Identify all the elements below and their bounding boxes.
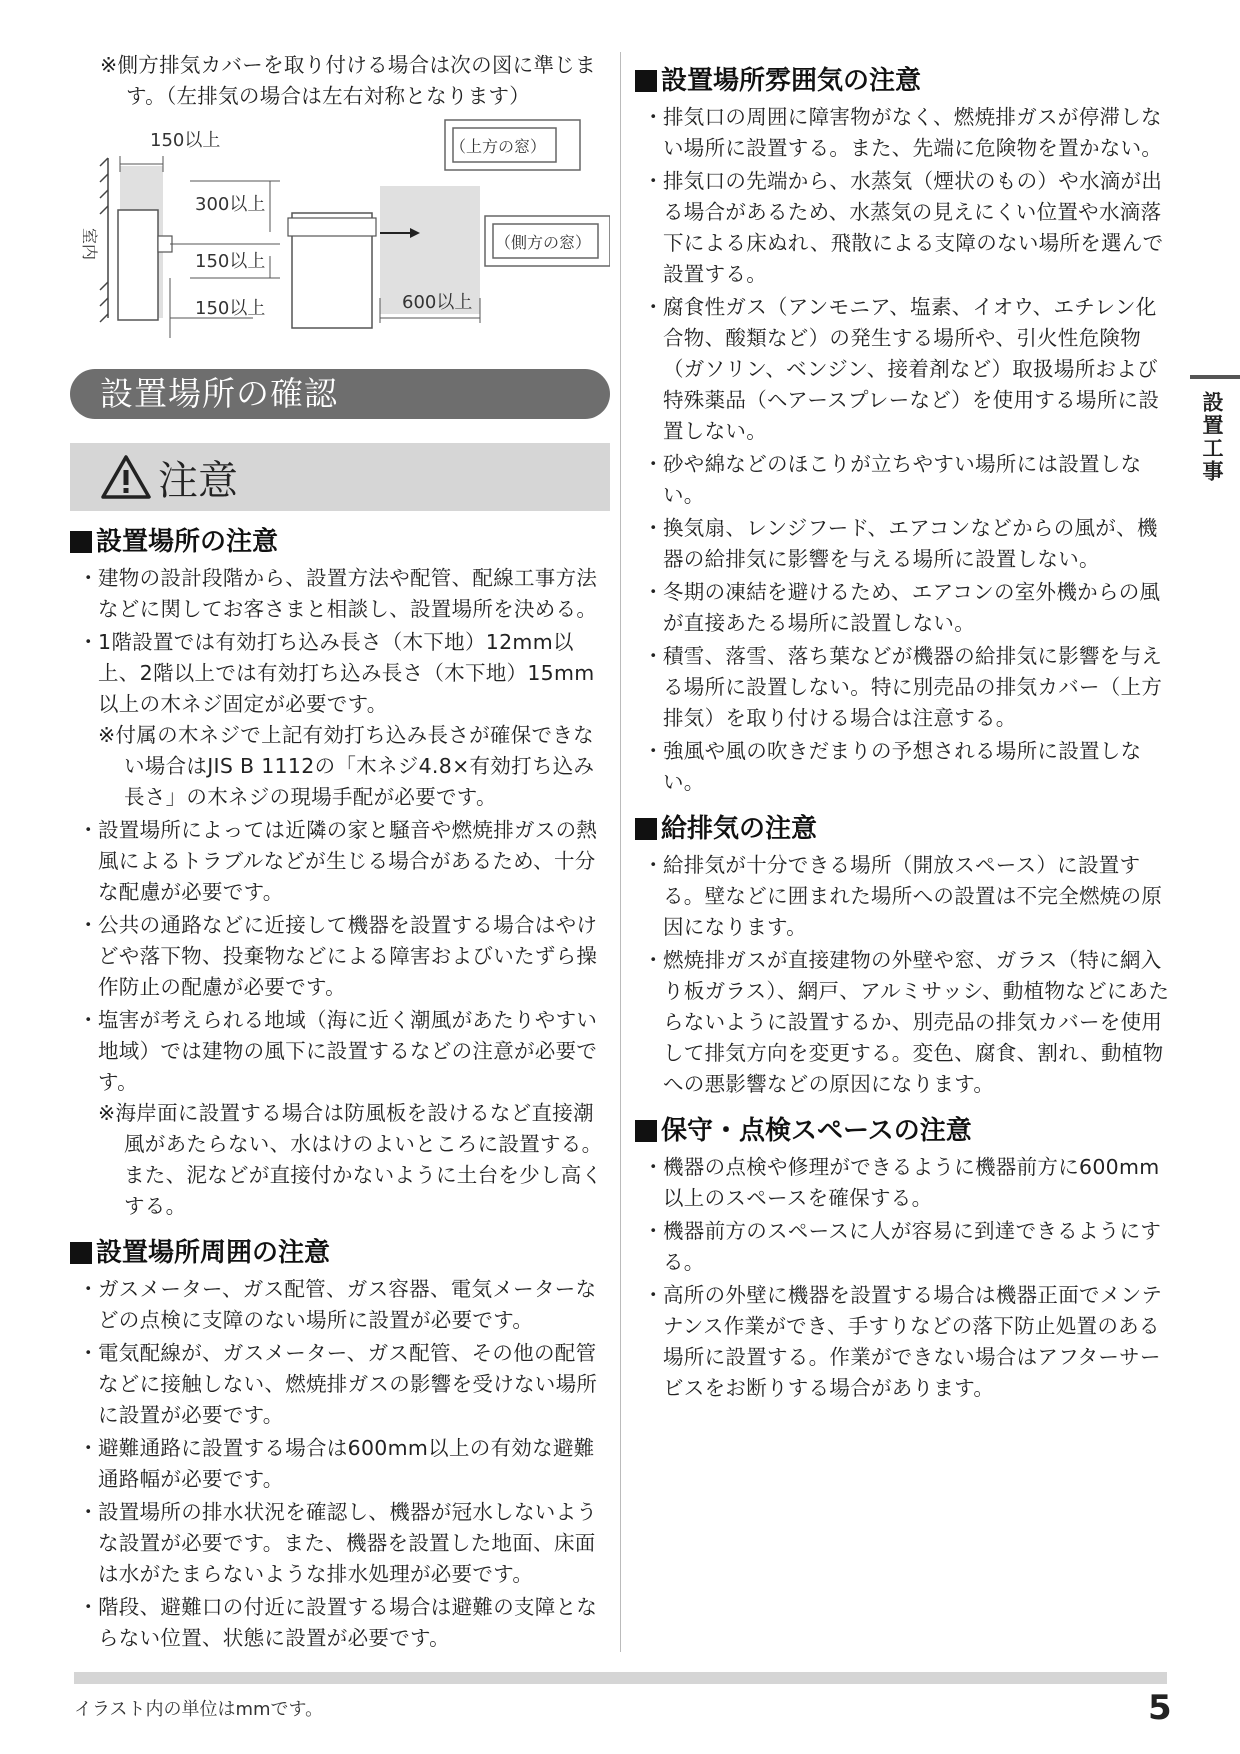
caution-list bbox=[70, 563, 610, 1222]
warning-triangle-icon bbox=[100, 454, 152, 500]
left-sections bbox=[70, 525, 610, 1654]
section-heading-text: 給排気の注意 bbox=[661, 814, 818, 844]
list-item bbox=[70, 1433, 610, 1495]
list-item-text: 塩害が考えられる地域（海に近く潮風があたりやすい地域）では建物の風下に設置するなどの注意が必要です。 bbox=[98, 1008, 598, 1094]
side-tab-label: 設置工事 bbox=[1200, 391, 1224, 483]
side-tab-bar bbox=[1190, 375, 1240, 379]
section-heading bbox=[635, 1114, 1170, 1148]
list-item bbox=[635, 850, 1170, 943]
right-sections bbox=[635, 64, 1170, 1404]
bullet-dot-icon: ・ bbox=[78, 1500, 99, 1524]
square-bullet-icon bbox=[70, 1242, 92, 1264]
bullet-dot-icon: ・ bbox=[78, 1595, 99, 1619]
bullet-dot-icon: ・ bbox=[643, 580, 664, 604]
list-item-text: 設置場所の排水状況を確認し、機器が冠水しないような設置が必要です。また、機器を設置した地面、床面は水がたまらないような排水処理が必要です。 bbox=[98, 1500, 598, 1586]
clearance-diagram bbox=[70, 118, 610, 353]
bullet-dot-icon: ・ bbox=[643, 739, 664, 763]
list-item bbox=[635, 1216, 1170, 1278]
list-item-text: 1階設置では有効打ち込み長さ（木下地）12mm以上、2階以上では有効打ち込み長さ（木下地）15mm以上の木ネジ固定が必要です。 bbox=[98, 630, 595, 716]
list-item bbox=[635, 513, 1170, 575]
bullet-dot-icon: ・ bbox=[78, 1436, 99, 1460]
list-item bbox=[70, 563, 610, 625]
list-item-text: 給排気が十分できる場所（開放スペース）に設置する。壁などに囲まれた場所への設置は不完全燃焼の原因になります。 bbox=[663, 853, 1163, 939]
list-item-text: 換気扇、レンジフード、エアコンなどからの風が、機器の給排気に影響を与える場所に設置しない。 bbox=[663, 516, 1158, 571]
list-item bbox=[635, 736, 1170, 798]
bullet-dot-icon: ・ bbox=[643, 105, 664, 129]
caution-title: 注意 bbox=[158, 457, 238, 504]
list-item bbox=[70, 815, 610, 908]
list-item bbox=[70, 1592, 610, 1654]
exhaust-cover-front bbox=[288, 218, 376, 236]
list-item-text: 排気口の先端から、水蒸気（煙状のもの）や水滴が出る場合があるため、水蒸気の見えにくい位置や水滴落下による床ぬれ、飛散による支障のない場所を選んで設置する。 bbox=[663, 169, 1164, 286]
list-item-text: 高所の外壁に機器を設置する場合は機器正面でメンテナンス作業ができ、手すりなどの落下防止処置のある場所に設置する。作業ができない場合はアフターサービスをお断りする場合があります。 bbox=[663, 1283, 1163, 1400]
dim-mid-label: 150以上 bbox=[195, 251, 266, 272]
list-item-text: 避難通路に設置する場合は600mm以上の有効な避難通路幅が必要です。 bbox=[98, 1436, 595, 1491]
list-item-text: 積雪、落雪、落ち葉などが機器の給排気に影響を与える場所に設置しない。特に別売品の排気カバー（上方排気）を取り付ける場合は注意する。 bbox=[663, 644, 1163, 730]
upper-window-label: （上方の窓） bbox=[450, 137, 547, 156]
dim-bottom-label: 150以上 bbox=[195, 298, 266, 319]
caution-list bbox=[70, 1274, 610, 1654]
bullet-dot-icon: ・ bbox=[78, 1277, 99, 1301]
bullet-dot-icon: ・ bbox=[643, 1283, 664, 1307]
square-bullet-icon bbox=[635, 70, 657, 92]
bullet-dot-icon: ・ bbox=[643, 1155, 664, 1179]
list-item-text: 機器前方のスペースに人が容易に到達できるようにする。 bbox=[663, 1219, 1162, 1274]
caution-banner bbox=[70, 443, 610, 511]
list-item bbox=[635, 166, 1170, 290]
square-bullet-icon bbox=[70, 531, 92, 553]
column-divider bbox=[620, 52, 621, 1652]
list-item bbox=[70, 627, 610, 813]
list-item-text: 腐食性ガス（アンモニア、塩素、イオウ、エチレン化合物、酸類など）の発生する場所や、引火性危険物（ガソリン、ベンジン、接着剤など）取扱場所および特殊薬品（ヘアースプレーなど）を使用する場所に設置しない。 bbox=[663, 295, 1160, 443]
section-heading bbox=[70, 525, 610, 559]
list-item bbox=[70, 1274, 610, 1336]
bullet-dot-icon: ・ bbox=[643, 948, 664, 972]
list-item-text: 強風や風の吹きだまりの予想される場所に設置しない。 bbox=[663, 739, 1142, 794]
list-item-text: 砂や綿などのほこりが立ちやすい場所には設置しない。 bbox=[663, 452, 1142, 507]
bullet-dot-icon: ・ bbox=[643, 169, 664, 193]
square-bullet-icon bbox=[635, 1120, 657, 1142]
list-item bbox=[635, 102, 1170, 164]
indoor-label: 室内 bbox=[80, 228, 99, 261]
right-column bbox=[635, 50, 1170, 1406]
list-item bbox=[635, 577, 1170, 639]
list-item-text: 燃焼排ガスが直接建物の外壁や窓、ガラス（特に網入り板ガラス）、網戸、アルミサッシ、動植物などにあたらないように設置するか、別売品の排気カバーを使用して排気方向を変更する。変色、腐食、割れ、動植物への悪影響などの原因になります。 bbox=[663, 948, 1170, 1096]
bullet-dot-icon: ・ bbox=[643, 644, 664, 668]
dim-side-label: 150以上 bbox=[150, 130, 221, 151]
list-item bbox=[635, 449, 1170, 511]
caution-list bbox=[635, 1152, 1170, 1404]
page-number: 5 bbox=[1148, 1688, 1172, 1728]
dim-top-label: 300以上 bbox=[195, 194, 266, 215]
list-item-text: ガスメーター、ガス配管、ガス容器、電気メーターなどの点検に支障のない場所に設置が必要です。 bbox=[98, 1277, 597, 1332]
bullet-dot-icon: ・ bbox=[643, 1219, 664, 1243]
list-item-text: 排気口の周囲に障害物がなく、燃焼排ガスが停滞しない場所に設置する。また、先端に危険物を置かない。 bbox=[663, 105, 1163, 160]
footer-note: イラスト内の単位はmmです。 bbox=[74, 1699, 324, 1720]
section-title-bar: 設置場所の確認 bbox=[70, 369, 610, 419]
section-heading-text: 設置場所周囲の注意 bbox=[96, 1238, 331, 1268]
bullet-dot-icon: ・ bbox=[78, 1341, 99, 1365]
bullet-dot-icon: ・ bbox=[78, 913, 99, 937]
bullet-dot-icon: ・ bbox=[643, 452, 664, 476]
bullet-dot-icon: ・ bbox=[78, 818, 99, 842]
list-item-text: 機器の点検や修理ができるように機器前方に600mm以上のスペースを確保する。 bbox=[663, 1155, 1160, 1210]
list-item bbox=[635, 292, 1170, 447]
section-heading-text: 設置場所の注意 bbox=[96, 527, 279, 557]
footer-bar bbox=[74, 1672, 1167, 1684]
exhaust-pipe-side bbox=[158, 236, 172, 252]
section-heading bbox=[70, 1236, 610, 1270]
list-item bbox=[635, 1280, 1170, 1404]
list-item-text: 階段、避難口の付近に設置する場合は避難の支障とならない位置、状態に設置が必要です。 bbox=[98, 1595, 598, 1650]
section-heading-text: 設置場所雰囲気の注意 bbox=[661, 66, 922, 96]
list-item-note: ※付属の木ネジで上記有効打ち込み長さが確保できない場合はJIS B 1112の「木ネジ4.8×有効打ち込み長さ」の木ネジの現場手配が必要です。 bbox=[98, 723, 595, 809]
side-window-label: （側方の窓） bbox=[495, 233, 592, 252]
caution-list bbox=[635, 102, 1170, 798]
wall-hatch bbox=[100, 158, 108, 322]
bullet-dot-icon: ・ bbox=[643, 853, 664, 877]
section-heading bbox=[635, 64, 1170, 98]
list-item bbox=[70, 1338, 610, 1431]
list-item bbox=[635, 1152, 1170, 1214]
list-item bbox=[70, 1497, 610, 1590]
bullet-dot-icon: ・ bbox=[78, 630, 99, 654]
list-item bbox=[635, 945, 1170, 1100]
list-item-text: 公共の通路などに近接して機器を設置する場合はやけどや落下物、投棄物などによる障害およびいたずら操作防止の配慮が必要です。 bbox=[98, 913, 598, 999]
list-item-note: ※海岸面に設置する場合は防風板を設けるなど直接潮風があたらない、水はけのよいところに設置する。また、泥などが直接付かないように土台を少し高くする。 bbox=[98, 1101, 603, 1218]
list-item bbox=[635, 641, 1170, 734]
list-item-text: 設置場所によっては近隣の家と騒音や燃焼排ガスの熱風によるトラブルなどが生じる場合があるため、十分な配慮が必要です。 bbox=[98, 818, 598, 904]
heater-side-view bbox=[118, 210, 158, 320]
dim-front-label: 600以上 bbox=[402, 292, 473, 313]
bullet-dot-icon: ・ bbox=[78, 1008, 99, 1032]
diagram-note: ※側方排気カバーを取り付ける場合は次の図に準じます。（左排気の場合は左右対称となります） bbox=[100, 53, 596, 108]
list-item-text: 電気配線が、ガスメーター、ガス配管、その他の配管などに接触しない、燃焼排ガスの影響を受けない場所に設置が必要です。 bbox=[98, 1341, 598, 1427]
list-item-text: 冬期の凍結を避けるため、エアコンの室外機からの風が直接あたる場所に設置しない。 bbox=[663, 580, 1161, 635]
side-tab bbox=[1190, 375, 1240, 483]
section-heading-text: 保守・点検スペースの注意 bbox=[661, 1116, 972, 1146]
bullet-dot-icon: ・ bbox=[643, 516, 664, 540]
list-item-text: 建物の設計段階から、設置方法や配管、配線工事方法などに関してお客さまと相談し、設置場所を決める。 bbox=[98, 566, 598, 621]
list-item bbox=[70, 1005, 610, 1222]
square-bullet-icon bbox=[635, 818, 657, 840]
bullet-dot-icon: ・ bbox=[643, 295, 664, 319]
caution-list bbox=[635, 850, 1170, 1100]
section-heading bbox=[635, 812, 1170, 846]
left-column bbox=[70, 50, 610, 1656]
list-item bbox=[70, 910, 610, 1003]
bullet-dot-icon: ・ bbox=[78, 566, 99, 590]
